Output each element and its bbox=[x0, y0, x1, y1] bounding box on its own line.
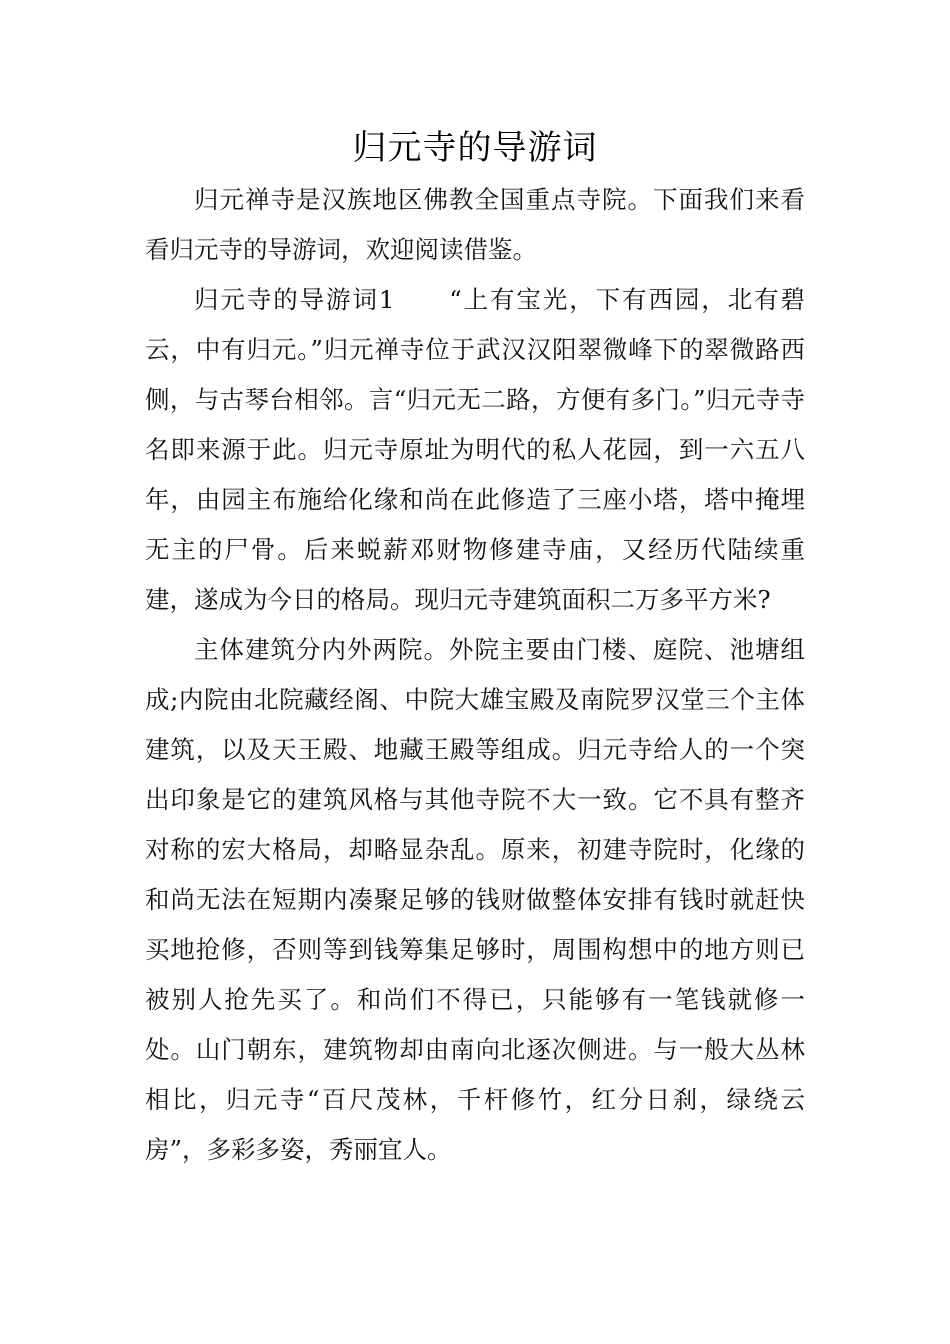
section-paragraph-1 bbox=[145, 275, 805, 625]
paragraph-2: 主体建筑分内外两院。外院主要由门楼、庭院、池塘组成;内院由北院藏经阁、中院大雄宝殿及南院罗汉堂三个主体建筑，以及天王殿、地藏王殿等组成。归元寺给人的一个突出印象是它的建筑风格与其他寺院不大一致。它不具有整齐对称的宏大格局，却略显杂乱。原来，初建寺院时，化缘的和尚无法在短期内凑聚足够的钱财做整体安排有钱时就赶快买地抢修，否则等到钱筹集足够时，周围构想中的地方则已被别人抢先买了。和尚们不得已，只能够有一笔钱就修一处。山门朝东，建筑物却由南向北逐次侧进。与一般大丛林相比，归元寺“百尺茂林，千杆修竹，红分日刹，绿绕云房”，多彩多姿，秀丽宜人。 bbox=[145, 635, 805, 1164]
document-title: 归元寺的导游词 bbox=[352, 128, 598, 168]
section-heading-gap bbox=[394, 285, 449, 314]
paragraph-1-body: “上有宝光，下有西园，北有碧云，中有归元。”归元禅寺位于武汉汉阳翠微峰下的翠微路西侧，与古琴台相邻。言“归元无二路，方便有多门。”归元寺寺名即来源于此。归元寺原址为明代的私人花园，到一六五八年，由园主布施给化缘和尚在此修造了三座小塔，塔中掩埋无主的尸骨。后来蜕薪邓财物修建寺庙，又经历代陆续重建，遂成为今日的格局。现归元寺建筑面积二万多平方米? bbox=[145, 285, 806, 614]
intro-paragraph: 归元禅寺是汉族地区佛教全国重点寺院。下面我们来看看归元寺的导游词，欢迎阅读借鉴。 bbox=[145, 185, 805, 264]
section-heading: 归元寺的导游词1 bbox=[194, 285, 395, 314]
document-body bbox=[145, 175, 805, 1175]
